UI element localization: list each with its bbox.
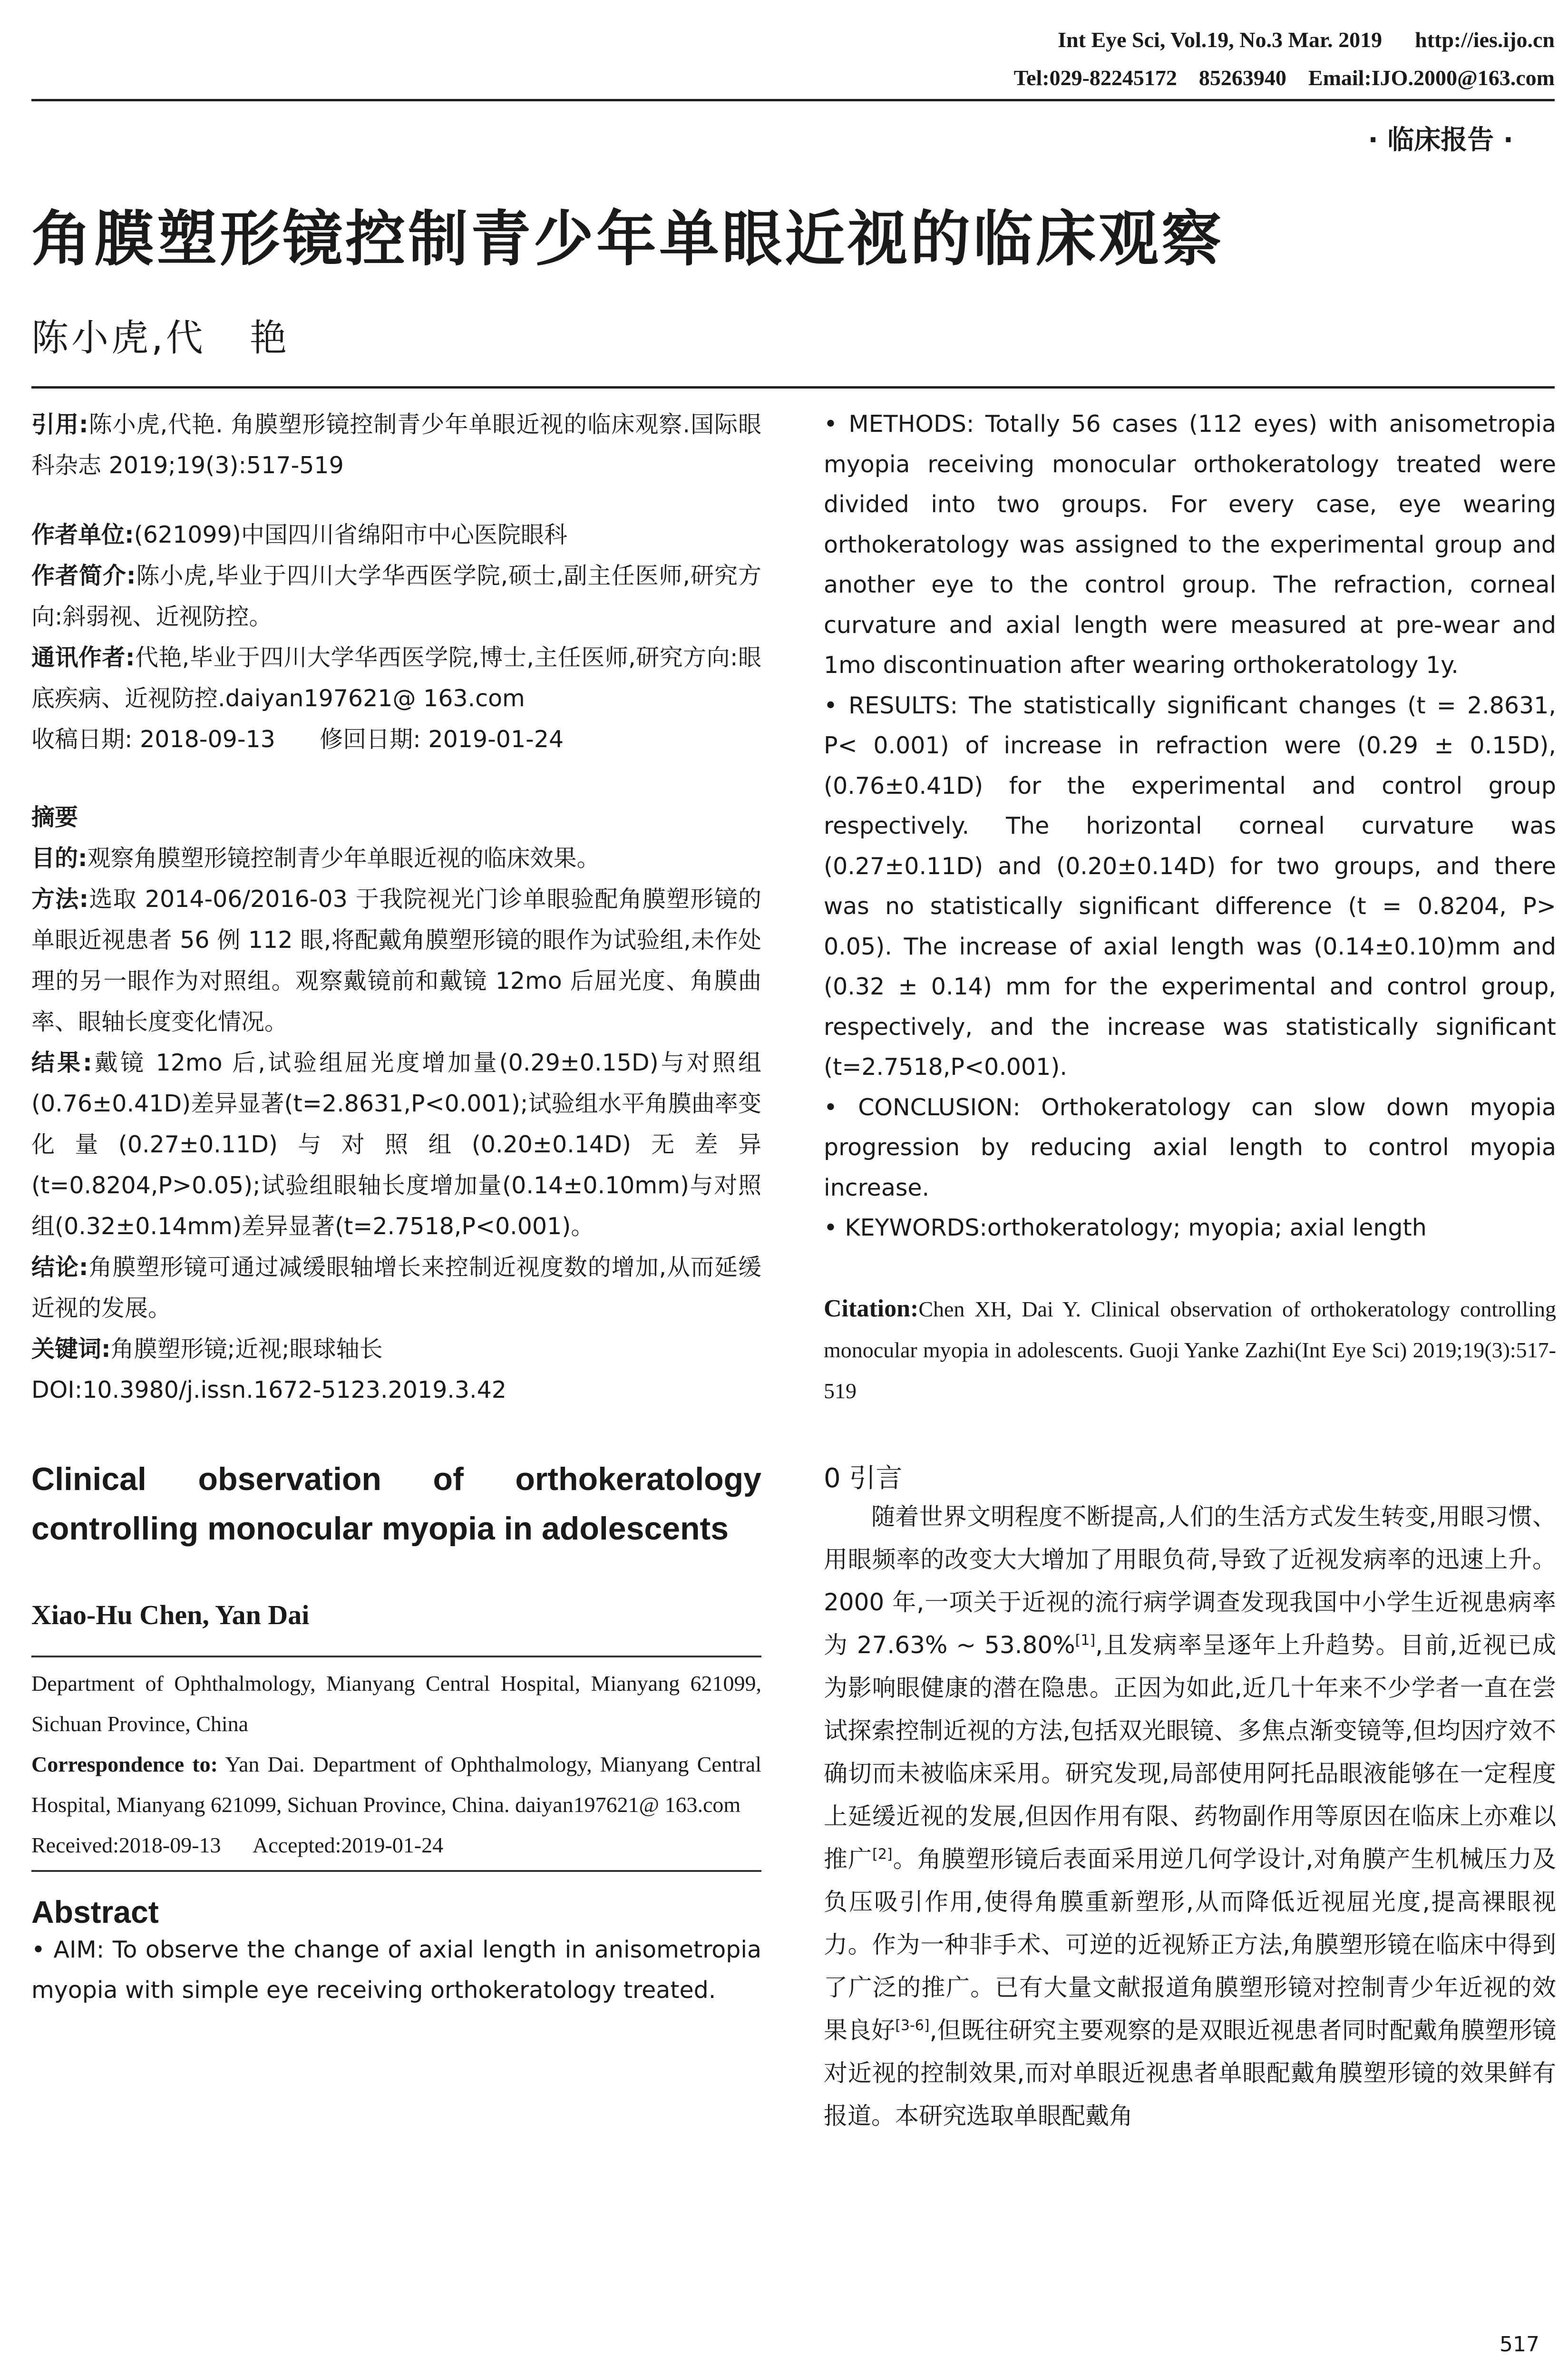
conclusion-zh <box>31 1247 761 1329</box>
keywords-zh <box>31 1329 761 1370</box>
intro-text-3: 。角膜塑形镜后表面采用逆几何学设计,对角膜产生机械压力及负压吸引作用,使得角膜重新塑形,从而降低近视屈光度,提高裸眼视力。作为一种非手术、可逆的近视矫正方法,角膜塑形镜在临床中得到了广泛的推广。已有大量文献报道角膜塑形镜对控制青少年近视的效果良好 <box>824 1845 1556 2044</box>
keywords-zh-label: 关键词: <box>31 1335 111 1363</box>
journal-header <box>1014 21 1555 97</box>
keywords-en: • KEYWORDS:orthokeratology; myopia; axial length <box>824 1214 1427 1241</box>
intro-text-4: ,但既往研究主要观察的是双眼近视患者同时配戴角膜塑形镜对近视的控制效果,而对单眼近视患者单眼配戴角膜塑形镜的效果鲜有报道。本研究选取单眼配戴角 <box>824 2016 1557 2130</box>
corresponding-author-label: 通讯作者: <box>31 644 135 671</box>
citation-en-label: Citation: <box>824 1295 919 1322</box>
author-unit <box>31 515 761 555</box>
citation-zh-text: 陈小虎,代艳. 角膜塑形镜控制青少年单眼近视的临床观察.国际眼科杂志 2019;19(3):517-519 <box>31 411 761 479</box>
received-dates-en: Received:2018-09-13 Accepted:2019-01-24 <box>31 1833 444 1857</box>
header-rule <box>31 99 1555 101</box>
reference-1[interactable]: [1] <box>1075 1631 1096 1648</box>
author-bio-label: 作者简介: <box>31 562 136 589</box>
author-unit-label: 作者单位: <box>31 521 134 548</box>
correspondence-en-label: Correspondence to: <box>31 1752 218 1776</box>
contact-line: Tel:029-82245172 85263940 Email:IJO.2000@163.com <box>1013 66 1555 90</box>
methods-zh-text: 选取 2014-06/2016-03 于我院视光门诊单眼验配角膜塑形镜的单眼近视患者 56 例 112 眼,将配戴角膜塑形镜的眼作为试验组,未作处理的另一眼作为对照组。观察戴镜前和戴镜 12mo 后屈光度、角膜曲率、眼轴长度变化情况。 <box>31 886 761 1035</box>
author-bio <box>31 555 761 637</box>
left-column <box>31 404 761 2010</box>
aim-en: • AIM: To observe the change of axial length in anisometropia myopia with simple eye receiving orthokeratology treated. <box>31 1936 761 2004</box>
section-label: · 临床报告 · <box>1368 125 1513 156</box>
received-dates-zh: 收稿日期: 2018-09-13 修回日期: 2019-01-24 <box>31 726 564 753</box>
results-zh-text: 戴镜 12mo 后,试验组屈光度增加量(0.29±0.15D)与对照组(0.76±0.41D)差异显著(t=2.8631,P<0.001);试验组水平角膜曲率变化量(0.27±0.11D)与对照组(0.20±0.14D)无差异(t=0.8204,P>0.05);试验组眼轴长度增加量(0.14±0.10mm)与对照组(0.32±0.14mm)差异显著(t=2.7518,P<0.001)。 <box>31 1049 761 1240</box>
intro-heading: 0 引言 <box>824 1462 903 1494</box>
intro-paragraph <box>824 1495 1556 2137</box>
correspondence-en <box>31 1744 761 1825</box>
aim-zh-text: 观察角膜塑形镜控制青少年单眼近视的临床效果。 <box>87 845 600 872</box>
journal-line: Int Eye Sci, Vol.19, No.3 Mar. 2019 http://ies.ijo.cn <box>1058 28 1555 52</box>
conclusion-en: • CONCLUSION: Orthokeratology can slow down myopia progression by reducing axial length to control myopia increase. <box>824 1093 1556 1201</box>
methods-zh <box>31 879 761 1042</box>
abstract-heading-zh: 摘要 <box>31 804 78 831</box>
author-bio-text: 陈小虎,毕业于四川大学华西医学院,硕士,副主任医师,研究方向:斜弱视、近视防控。 <box>31 562 761 630</box>
citation-en <box>824 1288 1556 1412</box>
conclusion-zh-label: 结论: <box>31 1254 88 1281</box>
citation-zh <box>31 404 761 486</box>
results-en: • RESULTS: The statistically significant changes (t = 2.8631, P< 0.001) of increase in refraction were (0.29 ± 0.15D), (0.76±0.41D) for the experimental and control group respectively. The horizontal corneal curvature was (0.27±0.11D) and (0.20±0.14D) for two groups, and there was no statistically significant difference (t = 0.8204, P> 0.05). The increase of axial length was (0.14±0.10)mm and (0.32 ± 0.14) mm for the experimental and control group, respectively, and the increase was statistically significant (t=2.7518,P<0.001). <box>824 692 1556 1081</box>
reference-3-6[interactable]: [3-6] <box>895 2017 930 2034</box>
citation-en-text: Chen XH, Dai Y. Clinical observation of orthokeratology controlling monocular myopia in adolescents. Guoji Yanke Zazhi(Int Eye Sci) 2019;19(3):517-519 <box>824 1296 1556 1403</box>
doi: DOI:10.3980/j.issn.1672-5123.2019.3.42 <box>31 1376 506 1403</box>
right-column <box>824 404 1556 2137</box>
keywords-zh-text: 角膜塑形镜;近视;眼球轴长 <box>110 1335 383 1363</box>
article-title-zh: 角膜塑形镜控制青少年单眼近视的临床观察 <box>31 204 1224 274</box>
corresponding-author-text: 代艳,毕业于四川大学华西医学院,博士,主任医师,研究方向:眼底疾病、近视防控.daiyan197621@ 163.com <box>31 644 761 712</box>
conclusion-zh-text: 角膜塑形镜可通过减缓眼轴增长来控制近视度数的增加,从而延缓近视的发展。 <box>31 1254 761 1322</box>
intro-text-1: 随着世界文明程度不断提高,人们的生活方式发生转变,用眼习惯、用眼频率的改变大大增加了用眼负荷,导致了近视发病率的迅速上升。2000 年,一项关于近视的流行病学调查发现我国中小学生近视患病率为 27.63% ~ 53.80% <box>824 1502 1556 1659</box>
methods-zh-label: 方法: <box>31 886 89 913</box>
title-rule <box>31 386 1555 389</box>
reference-2[interactable]: [2] <box>872 1845 893 1862</box>
article-title-en: Clinical observation of orthokeratology controlling monocular myopia in adolescents <box>31 1461 761 1547</box>
aim-zh-label: 目的: <box>31 845 88 872</box>
abstract-heading-en: Abstract <box>31 1894 159 1929</box>
page-number: 517 <box>1500 2332 1539 2357</box>
methods-en: • METHODS: Totally 56 cases (112 eyes) with anisometropia myopia receiving monocular orthokeratology treated were divided into two groups. For every case, eye wearing orthokeratology was assigned to the experimental group and another eye to the control group. The refraction, corneal curvature and axial length were measured at pre-wear and 1mo discontinuation after wearing orthokeratology 1y. <box>824 410 1556 679</box>
results-zh <box>31 1042 761 1247</box>
affiliation-en: Department of Ophthalmology, Mianyang Central Hospital, Mianyang 621099, Sichuan Province, China <box>31 1671 761 1736</box>
intro-text-2: ,且发病率呈逐年上升趋势。目前,近视已成为影响眼健康的潜在隐患。正因为如此,近几十年来不少学者一直在尝试探索控制近视的方法,包括双光眼镜、多焦点渐变镜等,但均因疗效不确切而未被临床采用。研究发现,局部使用阿托品眼液能够在一定程度上延缓近视的发展,但因作用有限、药物副作用等原因在临床上亦难以推广 <box>824 1631 1556 1873</box>
citation-zh-label: 引用: <box>31 411 88 438</box>
authors-en: Xiao-Hu Chen, Yan Dai <box>31 1599 310 1630</box>
correspondence-en-text: Yan Dai. Department of Ophthalmology, Mianyang Central Hospital, Mianyang 621099, Sichuan Province, China. daiyan197621@ 163.com <box>31 1752 761 1817</box>
authors-zh: 陈小虎,代 艳 <box>31 317 290 360</box>
author-unit-text: (621099)中国四川省绵阳市中心医院眼科 <box>134 521 567 548</box>
aim-zh <box>31 838 761 879</box>
corresponding-author <box>31 637 761 719</box>
results-zh-label: 结果: <box>31 1049 92 1076</box>
